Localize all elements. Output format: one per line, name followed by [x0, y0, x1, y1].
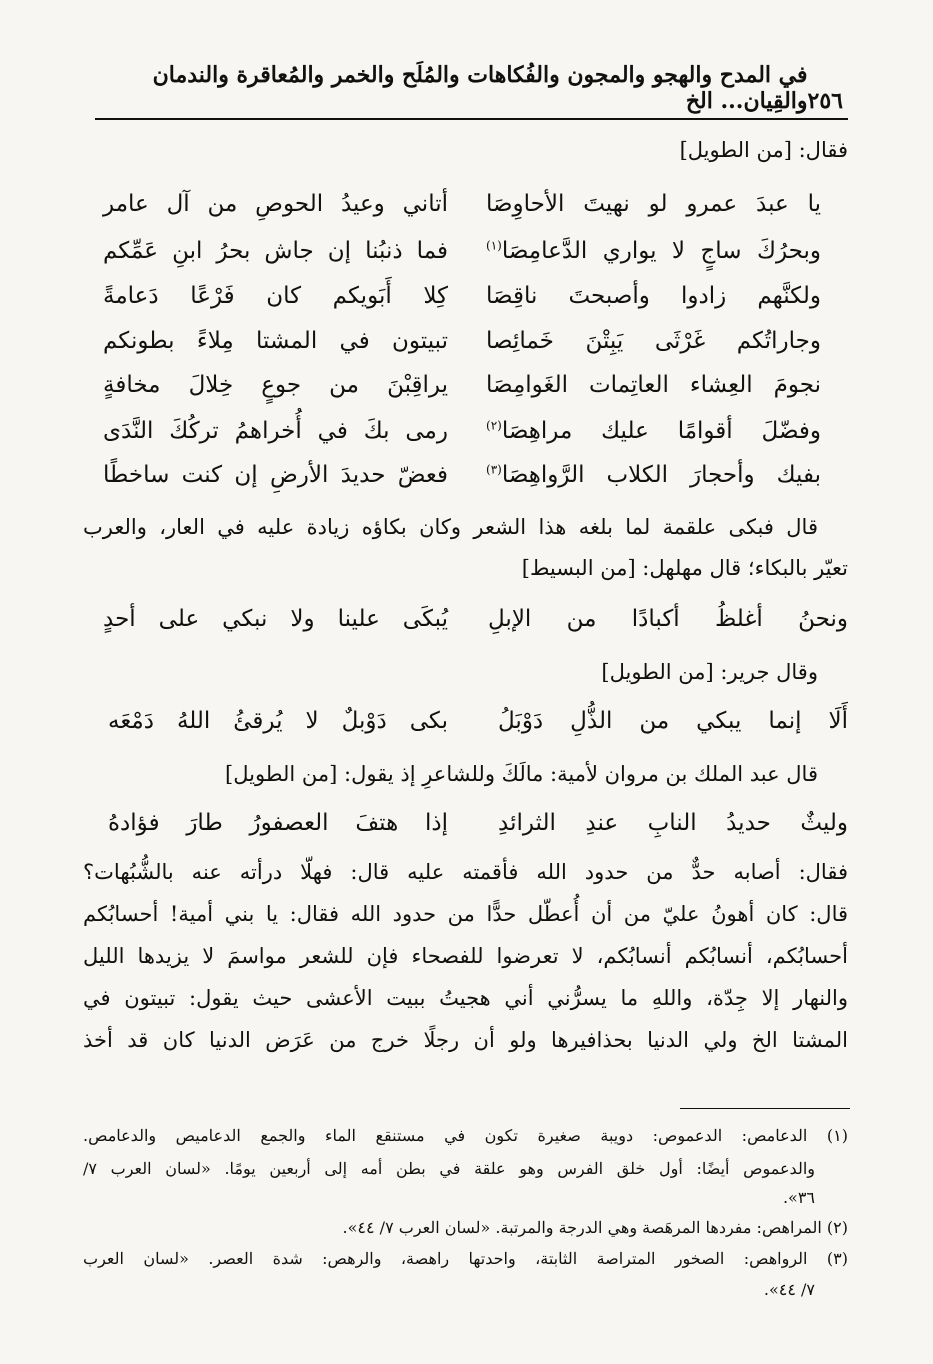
verse-text: وفضّلَ أقوامًا عليك مراهِصَا [501, 418, 821, 444]
paragraph-line: تعيّر بالبكاء؛ قال مهلهل: [من البسيط] [521, 556, 848, 580]
abdulmalik-intro: قال عبد الملك بن مروان لأمية: مالَكَ وللشاعرِ إذ يقول: [من الطويل] [225, 762, 818, 786]
verse-7-hemistich-right: فعضّ حديدَ الأرضِ إن كنت ساخطًا [103, 462, 448, 488]
header-rule [95, 118, 848, 120]
verse-jarir-right: بكى دَوْبلٌ لا يُرقئُ اللهُ دَمْعَه [108, 708, 448, 734]
verse-2-hemistich-right: فما ذنبُنا إن جاش بحرُ ابنِ عَمِّكم [103, 238, 448, 264]
verse-jarir-left: أَلَا إنما يبكي من الذُّلِ دَوْبَلُ [498, 708, 848, 734]
footnote-ref-2: (٢) [486, 418, 502, 433]
paragraph-line: فقال: أصابه حدٌّ من حدود الله فأقمته عليه قال: فهلّا درأته عنه بالشُّبُهات؟ [83, 860, 848, 884]
verse-text: وبحرُكَ ساجٍ لا يواري الدَّعامِصَا [501, 238, 821, 264]
paragraph-line: والنهار إلا جِدّة، واللهِ ما يسرُّني أني هجيتُ ببيت الأعشى حيث يقول: تبيتون في [83, 986, 848, 1010]
running-title: في المدح والهجو والمجون والفُكاهات والمُلَح والخمر والمُعاقرة والندمان والقِيان... الخ [152, 62, 808, 114]
verse-4-hemistich-right: تبيتون في المشتا مِلاءً بطونكم [103, 328, 448, 354]
verse-5-hemistich-right: يراقِبْنَ من جوعٍ خِلالَ مخافةٍ [103, 372, 448, 398]
footnote-2: (٢) المراهص: مفردها المرهَصة وهي الدرجة والمرتبة. «لسان العرب ٧/ ٤٤». [342, 1218, 848, 1237]
meter-intro-jarir: وقال جرير: [من الطويل] [601, 660, 818, 684]
verse-mohalhil-left: ونحنُ أغلظُ أكبادًا من الإبلِ [488, 606, 848, 632]
paragraph-line: أحسابُكم، أنسابُكم أنسابُكم، لا تعرضوا للفصحاء فإن للشعر مواسمَ لا يزيدها الليل [83, 944, 848, 968]
footnote-1-line: (١) الدعامص: الدعموص: دويبة صغيرة تكون في مستنقع الماء والجمع الدعاميص والدعامص. [83, 1126, 849, 1145]
verse-6-hemistich-right: رمى بكَ في أُخراهمُ تركُكَ النَّدَى [103, 418, 448, 444]
verse-4-right: إذا هتفَ العصفورُ طارَ فؤادهُ [108, 810, 448, 836]
footnote-1-line: ٣٦». [782, 1188, 815, 1207]
footnote-1-line: والدعموص أيضًا: أول خلق الفرس وهو علقة في بطن أمه إلى أربعين يومًا. «لسان العرب ٧/ [83, 1159, 815, 1178]
page-number: ٢٥٦ [807, 88, 843, 114]
page-header [100, 62, 843, 114]
footnote-rule [680, 1108, 850, 1109]
paragraph-line: المشتا الخ ولي الدنيا بحذافيرها ولو أن رجلًا خرج من عَرَض الدنيا كان قد أخذ [83, 1028, 848, 1052]
footnote-3-line: (٣) الرواهص: الصخور المتراصة الثابتة، واحدتها راهصة، والرهص: شدة العصر. «لسان العرب [83, 1249, 848, 1268]
verse-mohalhil-right: يُبكَى علينا ولا نبكي على أحدٍ [103, 606, 448, 632]
verse-text: بفيك وأحجارَ الكلاب الرَّواهِصَا [501, 462, 821, 488]
verse-3-hemistich-right: كِلا أَبَويكم كان فَرْعًا دَعامةً [103, 283, 448, 309]
paragraph-line: قال: كان أهونُ عليّ من أن أُعطّل حدًّا من حدود الله فقال: يا بني أمية! أحسابُكم [83, 902, 849, 926]
verse-7-hemistich-left [486, 462, 821, 488]
verse-1-hemistich-right: أتاني وعيدُ الحوصِ من آل عامر [103, 191, 448, 217]
verse-4-hemistich-left: وجاراتُكم غَرْثَى يَبِتْنَ خَمائِصا [486, 328, 821, 354]
verse-3-hemistich-left: ولكنَّهم زادوا وأصبحتَ ناقِصَا [486, 283, 821, 309]
verse-4-left: وليثٌ حديدُ النابِ عندِ الثرائدِ [498, 810, 848, 836]
footnote-ref-3: (٣) [486, 462, 502, 477]
paragraph-line: قال فبكى علقمة لما بلغه هذا الشعر وكان بكاؤه زيادة عليه في العار، والعرب [83, 515, 818, 539]
verse-5-hemistich-left: نجومَ العِشاء العاتِمات الغَوامِصَا [486, 372, 821, 398]
verse-2-hemistich-left [486, 238, 821, 264]
footnote-3-line: ٧/ ٤٤». [763, 1280, 815, 1299]
verse-6-hemistich-left [486, 418, 821, 444]
verse-1-hemistich-left: يا عبدَ عمرو لو نهيتَ الأحاوِصَا [486, 191, 821, 217]
meter-intro-1: فقال: [من الطويل] [679, 138, 848, 162]
footnote-ref-1: (١) [486, 238, 502, 253]
